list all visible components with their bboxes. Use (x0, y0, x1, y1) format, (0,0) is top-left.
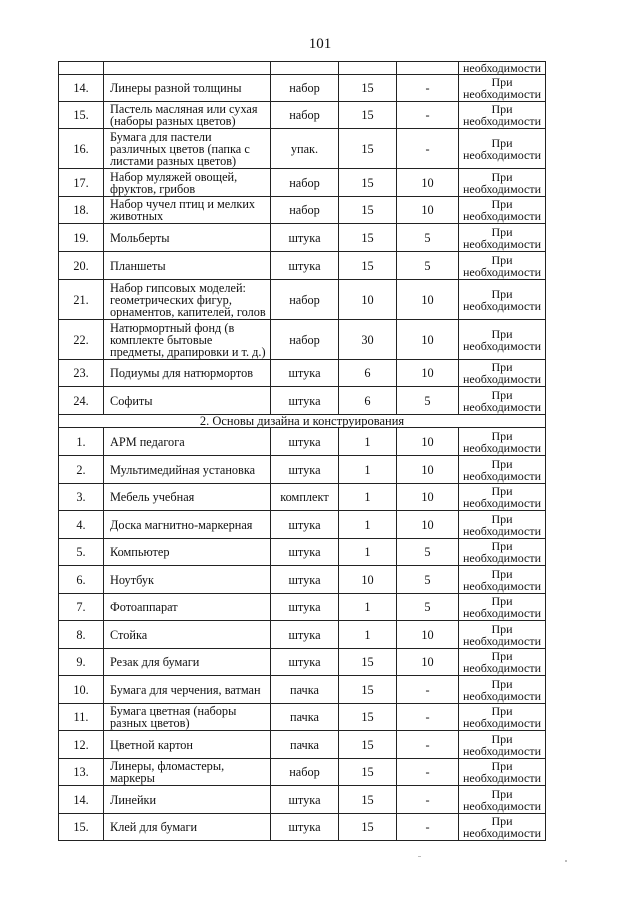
table-row (59, 320, 546, 360)
q1-cell: 1 (339, 539, 397, 566)
num-cell: 17. (59, 169, 104, 197)
num-cell: 3. (59, 484, 104, 511)
note-cell: При необходимости (459, 511, 546, 539)
name-cell: Цветной картон (104, 731, 271, 759)
table-row-continued (59, 62, 546, 75)
num-cell: 13. (59, 759, 104, 786)
unit-cell: комплект (271, 484, 339, 511)
note-cell: При необходимости (459, 102, 546, 129)
name-cell: Ноутбук (104, 566, 271, 594)
note-cell: При необходимости (459, 704, 546, 731)
name-cell: Клей для бумаги (104, 814, 271, 841)
note-cell: При необходимости (459, 539, 546, 566)
unit-cell: штука (271, 621, 339, 649)
note-cell: При необходимости (459, 594, 546, 621)
unit-cell (271, 62, 339, 75)
num-cell: 14. (59, 75, 104, 102)
q1-cell: 1 (339, 428, 397, 456)
q2-cell: 10 (397, 197, 459, 224)
num-cell: 6. (59, 566, 104, 594)
num-cell: 10. (59, 676, 104, 704)
note-cell: При необходимости (459, 814, 546, 841)
unit-cell: штука (271, 456, 339, 484)
num-cell: 12. (59, 731, 104, 759)
table-row (59, 428, 546, 456)
unit-cell: штука (271, 539, 339, 566)
q2-cell: 10 (397, 456, 459, 484)
unit-cell: набор (271, 102, 339, 129)
note-cell: При необходимости (459, 387, 546, 415)
q1-cell: 10 (339, 280, 397, 320)
num-cell: 5. (59, 539, 104, 566)
name-cell: Линейки (104, 786, 271, 814)
table-row (59, 676, 546, 704)
unit-cell: пачка (271, 731, 339, 759)
table-row (59, 252, 546, 280)
table-row (59, 566, 546, 594)
unit-cell: упак. (271, 129, 339, 169)
section-row (59, 415, 546, 428)
q2-cell: - (397, 75, 459, 102)
name-cell: Софиты (104, 387, 271, 415)
note-cell: необходимости (459, 62, 546, 75)
num-cell: 19. (59, 224, 104, 252)
unit-cell: штука (271, 566, 339, 594)
table-row (59, 129, 546, 169)
num-cell: 8. (59, 621, 104, 649)
num-cell: 18. (59, 197, 104, 224)
scan-mark (418, 856, 421, 857)
q2-cell: - (397, 759, 459, 786)
table-row (59, 102, 546, 129)
num-cell: 22. (59, 320, 104, 360)
name-cell (104, 62, 271, 75)
num-cell: 11. (59, 704, 104, 731)
q2-cell: - (397, 786, 459, 814)
name-cell: Мольберты (104, 224, 271, 252)
q1-cell: 15 (339, 649, 397, 676)
name-cell: Мультимедийная установка (104, 456, 271, 484)
q2-cell: - (397, 731, 459, 759)
unit-cell: штука (271, 428, 339, 456)
q1-cell: 15 (339, 102, 397, 129)
unit-cell: штука (271, 360, 339, 387)
unit-cell: штука (271, 252, 339, 280)
unit-cell: набор (271, 320, 339, 360)
name-cell: Линеры разной толщины (104, 75, 271, 102)
unit-cell: набор (271, 75, 339, 102)
q1-cell: 1 (339, 621, 397, 649)
table-row (59, 786, 546, 814)
q2-cell: 10 (397, 511, 459, 539)
note-cell: При необходимости (459, 169, 546, 197)
q2-cell: 10 (397, 360, 459, 387)
table-row (59, 360, 546, 387)
name-cell: Натюрмортный фонд (в комплекте бытовые предметы, драпировки и т. д.) (104, 320, 271, 360)
table-row (59, 387, 546, 415)
note-cell: При необходимости (459, 360, 546, 387)
name-cell: Бумага для черчения, ватман (104, 676, 271, 704)
table-row (59, 224, 546, 252)
table-row (59, 621, 546, 649)
scan-mark (565, 860, 567, 862)
section-title: 2. Основы дизайна и конструирования (59, 415, 546, 428)
q1-cell: 15 (339, 759, 397, 786)
num-cell: 1. (59, 428, 104, 456)
q2-cell: 5 (397, 387, 459, 415)
note-cell: При необходимости (459, 428, 546, 456)
unit-cell: штука (271, 594, 339, 621)
q1-cell (339, 62, 397, 75)
name-cell: Мебель учебная (104, 484, 271, 511)
equipment-table (58, 61, 546, 841)
table-body (59, 62, 546, 841)
num-cell (59, 62, 104, 75)
unit-cell: пачка (271, 676, 339, 704)
note-cell: При необходимости (459, 649, 546, 676)
q2-cell: 10 (397, 621, 459, 649)
table-row (59, 456, 546, 484)
q2-cell: 5 (397, 224, 459, 252)
name-cell: Бумага цветная (наборы разных цветов) (104, 704, 271, 731)
unit-cell: штука (271, 814, 339, 841)
unit-cell: набор (271, 280, 339, 320)
note-cell: При необходимости (459, 456, 546, 484)
num-cell: 15. (59, 102, 104, 129)
q2-cell: - (397, 676, 459, 704)
table-row (59, 539, 546, 566)
note-cell: При необходимости (459, 75, 546, 102)
table-row (59, 649, 546, 676)
q2-cell: 10 (397, 320, 459, 360)
note-cell: При необходимости (459, 786, 546, 814)
q1-cell: 15 (339, 252, 397, 280)
q2-cell: 10 (397, 169, 459, 197)
page-number: 101 (308, 36, 332, 52)
q1-cell: 15 (339, 786, 397, 814)
note-cell: При необходимости (459, 129, 546, 169)
table-row (59, 594, 546, 621)
note-cell: При необходимости (459, 676, 546, 704)
name-cell: АРМ педагога (104, 428, 271, 456)
q1-cell: 15 (339, 129, 397, 169)
table-row (59, 280, 546, 320)
table-row (59, 484, 546, 511)
note-cell: При необходимости (459, 280, 546, 320)
q1-cell: 1 (339, 594, 397, 621)
note-cell: При необходимости (459, 731, 546, 759)
name-cell: Набор гипсовых моделей: геометрических фигур, орнаментов, капителей, голов (104, 280, 271, 320)
num-cell: 15. (59, 814, 104, 841)
name-cell: Планшеты (104, 252, 271, 280)
table-row (59, 731, 546, 759)
q1-cell: 1 (339, 456, 397, 484)
unit-cell: штука (271, 387, 339, 415)
q2-cell (397, 62, 459, 75)
unit-cell: штука (271, 786, 339, 814)
table-row (59, 169, 546, 197)
unit-cell: штука (271, 511, 339, 539)
q1-cell: 10 (339, 566, 397, 594)
name-cell: Подиумы для натюрмортов (104, 360, 271, 387)
note-cell: При необходимости (459, 197, 546, 224)
note-cell: При необходимости (459, 224, 546, 252)
q2-cell: 5 (397, 252, 459, 280)
unit-cell: штука (271, 224, 339, 252)
num-cell: 23. (59, 360, 104, 387)
name-cell: Фотоаппарат (104, 594, 271, 621)
name-cell: Линеры, фломастеры, маркеры (104, 759, 271, 786)
note-cell: При необходимости (459, 759, 546, 786)
q1-cell: 15 (339, 197, 397, 224)
q1-cell: 1 (339, 484, 397, 511)
unit-cell: штука (271, 649, 339, 676)
name-cell: Набор муляжей овощей, фруктов, грибов (104, 169, 271, 197)
note-cell: При необходимости (459, 484, 546, 511)
q2-cell: - (397, 704, 459, 731)
note-cell: При необходимости (459, 621, 546, 649)
q2-cell: 10 (397, 649, 459, 676)
q2-cell: - (397, 129, 459, 169)
q1-cell: 15 (339, 169, 397, 197)
q1-cell: 15 (339, 224, 397, 252)
num-cell: 14. (59, 786, 104, 814)
num-cell: 4. (59, 511, 104, 539)
q2-cell: - (397, 814, 459, 841)
q2-cell: 5 (397, 566, 459, 594)
q1-cell: 15 (339, 75, 397, 102)
name-cell: Доска магнитно-маркерная (104, 511, 271, 539)
num-cell: 2. (59, 456, 104, 484)
name-cell: Резак для бумаги (104, 649, 271, 676)
unit-cell: набор (271, 759, 339, 786)
name-cell: Бумага для пастели различных цветов (папка с листами разных цветов) (104, 129, 271, 169)
unit-cell: набор (271, 169, 339, 197)
q1-cell: 6 (339, 360, 397, 387)
q1-cell: 1 (339, 511, 397, 539)
num-cell: 9. (59, 649, 104, 676)
note-cell: При необходимости (459, 252, 546, 280)
q1-cell: 15 (339, 731, 397, 759)
q1-cell: 15 (339, 676, 397, 704)
q2-cell: 10 (397, 280, 459, 320)
q2-cell: 5 (397, 594, 459, 621)
table-row (59, 511, 546, 539)
num-cell: 24. (59, 387, 104, 415)
name-cell: Набор чучел птиц и мелких животных (104, 197, 271, 224)
num-cell: 7. (59, 594, 104, 621)
q2-cell: - (397, 102, 459, 129)
table-row (59, 197, 546, 224)
note-cell: При необходимости (459, 566, 546, 594)
q1-cell: 15 (339, 814, 397, 841)
table-row (59, 759, 546, 786)
table-row (59, 814, 546, 841)
q1-cell: 15 (339, 704, 397, 731)
name-cell: Пастель масляная или сухая (наборы разных цветов) (104, 102, 271, 129)
q1-cell: 6 (339, 387, 397, 415)
num-cell: 21. (59, 280, 104, 320)
q2-cell: 5 (397, 539, 459, 566)
q2-cell: 10 (397, 428, 459, 456)
num-cell: 20. (59, 252, 104, 280)
q1-cell: 30 (339, 320, 397, 360)
name-cell: Стойка (104, 621, 271, 649)
table-row (59, 704, 546, 731)
table-row (59, 75, 546, 102)
name-cell: Компьютер (104, 539, 271, 566)
unit-cell: набор (271, 197, 339, 224)
unit-cell: пачка (271, 704, 339, 731)
num-cell: 16. (59, 129, 104, 169)
note-cell: При необходимости (459, 320, 546, 360)
q2-cell: 10 (397, 484, 459, 511)
